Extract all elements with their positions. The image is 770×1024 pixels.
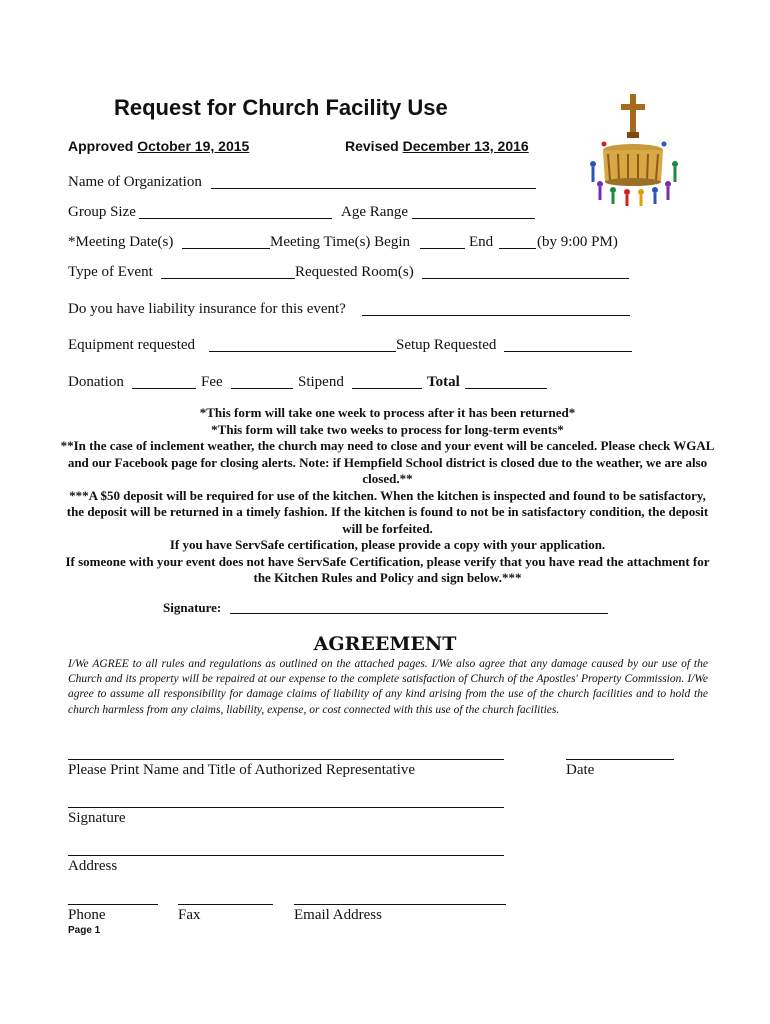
meeting-times-label: Meeting Time(s) Begin — [270, 234, 411, 250]
total-label: Total — [427, 374, 460, 390]
insurance-label: Do you have liability insurance for this event? — [68, 301, 346, 317]
group-size-label: Group Size — [68, 204, 136, 220]
approved-date: October 19, 2015 — [137, 138, 250, 154]
fax-field[interactable] — [178, 904, 273, 905]
fee-label: Fee — [201, 374, 223, 390]
note-kitchen-deposit: ***A $50 deposit will be required for use of the kitchen. When the kitchen is inspected and found to be satisfactory, the deposit will be returned in a timely fashion. If the kitchen is found to not be in satisfactory condition, the deposit will be forfeited. — [66, 487, 709, 536]
total-field[interactable] — [465, 388, 547, 389]
revised-line — [345, 138, 529, 154]
end-note: (by 9:00 PM) — [537, 234, 618, 250]
requested-rooms-label: Requested Room(s) — [295, 264, 414, 280]
print-name-field[interactable] — [68, 759, 504, 760]
insurance-field[interactable] — [362, 315, 630, 316]
signature-field-top[interactable] — [230, 613, 608, 614]
group-size-field[interactable] — [139, 218, 332, 219]
note-two-weeks: *This form will take two weeks to process for long-term events* — [211, 421, 564, 437]
address-label: Address — [68, 858, 118, 874]
fee-field[interactable] — [231, 388, 293, 389]
signature-label: Signature: — [163, 600, 222, 615]
event-type-label: Type of Event — [68, 264, 153, 280]
signature-field[interactable] — [68, 807, 504, 808]
donation-label: Donation — [68, 374, 124, 390]
page-number: Page 1 — [68, 925, 101, 936]
age-range-field[interactable] — [412, 218, 535, 219]
page-title: Request for Church Facility Use — [114, 95, 448, 120]
setup-label: Setup Requested — [396, 337, 497, 353]
end-time-field[interactable] — [499, 248, 536, 249]
agreement-title: AGREEMENT — [313, 633, 457, 655]
email-field[interactable] — [294, 904, 506, 905]
revised-label: Revised — [345, 138, 399, 154]
email-label: Email Address — [294, 907, 382, 923]
equipment-field[interactable] — [209, 351, 396, 352]
date-label: Date — [566, 762, 595, 778]
revised-date: December 13, 2016 — [402, 138, 529, 154]
note-kitchen-rules: If someone with your event does not have ServSafe Certification, please verify that you have read the attachment for the Kitchen Rules and Policy and sign below.*** — [65, 553, 710, 585]
meeting-dates-label: *Meeting Date(s) — [68, 234, 174, 250]
organization-field[interactable] — [211, 188, 536, 189]
address-field[interactable] — [68, 855, 504, 856]
donation-field[interactable] — [132, 388, 196, 389]
meeting-dates-field[interactable] — [182, 248, 270, 249]
phone-label: Phone — [68, 907, 106, 923]
begin-time-field[interactable] — [420, 248, 465, 249]
age-range-label: Age Range — [341, 204, 409, 220]
setup-field[interactable] — [504, 351, 632, 352]
end-label: End — [469, 234, 494, 250]
event-type-field[interactable] — [161, 278, 295, 279]
organization-label: Name of Organization — [68, 174, 202, 190]
fax-label: Fax — [178, 907, 201, 923]
approved-line — [68, 138, 249, 154]
approved-label: Approved — [68, 138, 134, 154]
agreement-text: I/We AGREE to all rules and regulations as outlined on the attached pages. I/We also agree that any damage caused by our use of the Church and its property will be repaired at our expense to the complete satisfaction of Church of the Apostles' Property Commission. I/We agree to assume all responsibility for damage claims of liability of any kind arising from the use of the church facilities and to hold the church harmless from any claims, liability, expense, or cost connected with this use of the church facilities. — [68, 658, 708, 716]
equipment-label: Equipment requested — [68, 337, 196, 353]
phone-field[interactable] — [68, 904, 158, 905]
processing-notes — [60, 405, 715, 587]
note-one-week: *This form will take one week to process after it has been returned* — [199, 405, 576, 420]
print-name-label: Please Print Name and Title of Authorized Representative — [68, 762, 416, 778]
stipend-field[interactable] — [352, 388, 422, 389]
date-field[interactable] — [566, 759, 674, 760]
note-servsafe: If you have ServSafe certification, please provide a copy with your application. — [169, 537, 606, 552]
requested-rooms-field[interactable] — [422, 278, 629, 279]
bottom-signature-label: Signature — [68, 810, 126, 826]
note-weather: **In the case of inclement weather, the church may need to close and your event will be canceled. Please check WGAL and our Facebook page for closing alerts. Note: if Hempfield School district is closed due to the weather, we are also closed.** — [60, 438, 715, 486]
cross-circle-of-people-icon — [584, 92, 684, 207]
stipend-label: Stipend — [298, 374, 344, 390]
